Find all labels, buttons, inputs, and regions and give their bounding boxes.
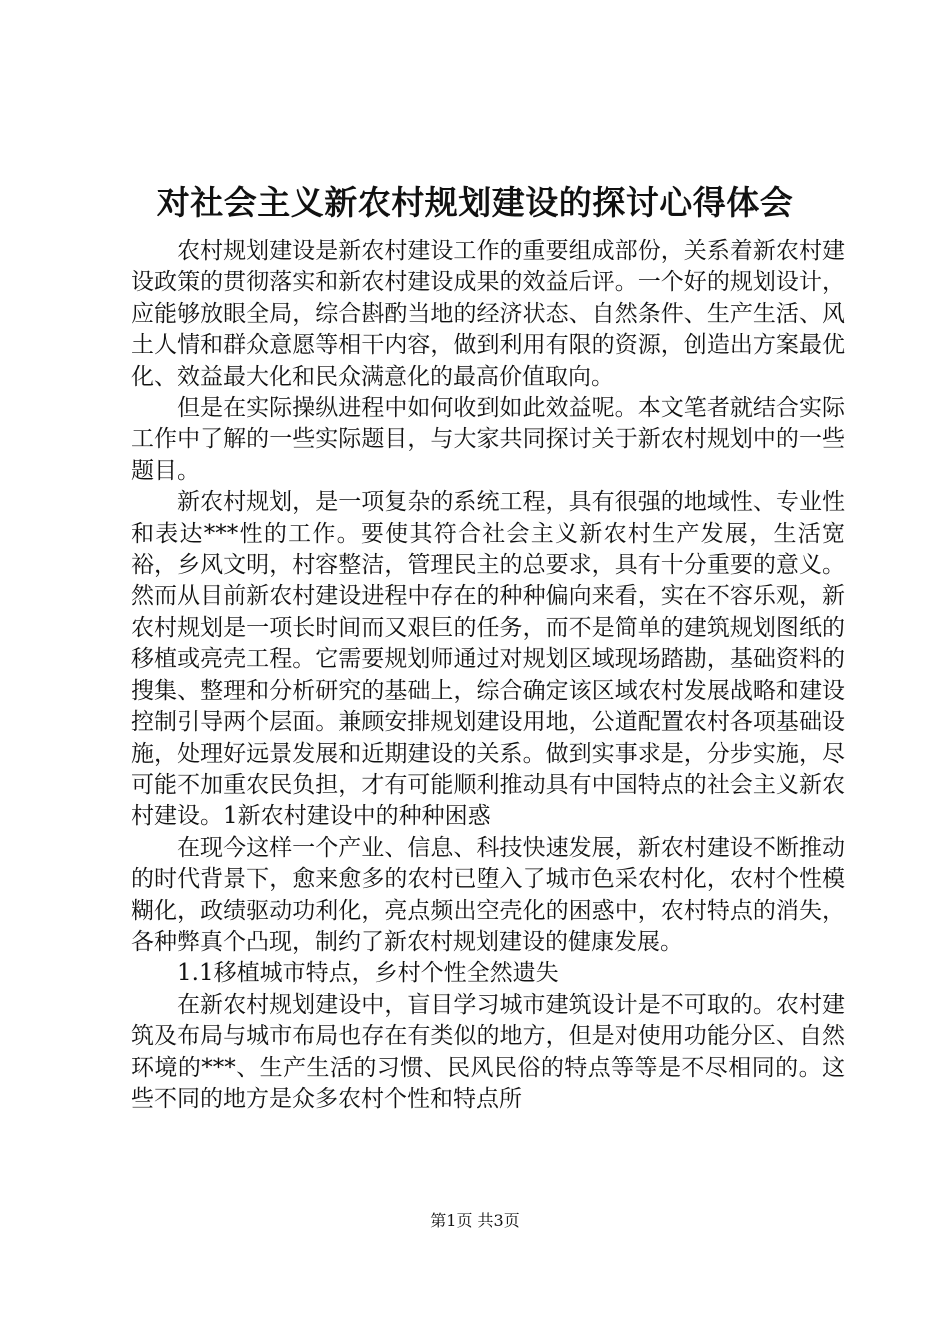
section-heading-1-1: 1.1移植城市特点，乡村个性全然遗失 xyxy=(177,960,559,987)
paragraph-background: 在现今这样一个产业、信息、科技快速发展，新农村建设不断推动的时代背景下，愈来愈多的农村已堕入了城市色采农村化，农村个性模糊化，政绩驱动功利化，亮点频出空壳化的困惑中，农村特点的消失，各种弊真个凸现，制约了新农村规划建设的健康发展。 xyxy=(131,834,845,955)
paragraph-question: 但是在实际操纵进程中如何收到如此效益呢。本文笔者就结合实际工作中了解的一些实际题目，与大家共同探讨关于新农村规划中的一些题目。 xyxy=(131,395,845,484)
paragraph-intro: 农村规划建设是新农村建设工作的重要组成部份，关系着新农村建设政策的贯彻落实和新农村建设成果的效益后评。一个好的规划设计，应能够放眼全局，综合斟酌当地的经济状态、自然条件、生产生活、风土人情和群众意愿等相干内容，做到利用有限的资源，创造出方案最优化、效益最大化和民众满意化的最高价值取向。 xyxy=(131,238,845,390)
page-footer: 第1页 共3页 xyxy=(430,1211,520,1230)
paragraph-urban-transplant: 在新农村规划建设中，盲目学习城市建筑设计是不可取的。农村建筑及布局与城市布局也存在有类似的地方，但是对使用功能分区、自然环境的***、生产生活的习惯、民风民俗的特点等等是不尽相同的。这些不同的地方是众多农村个性和特点所 xyxy=(131,991,845,1112)
document-title: 对社会主义新农村规划建设的探讨心得体会 xyxy=(156,183,794,222)
paragraph-planning: 新农村规划，是一项复杂的系统工程，具有很强的地域性、专业性和表达***性的工作。要使其符合社会主义新农村生产发展，生活宽裕，乡风文明，村容整洁，管理民主的总要求，具有十分重要的意义。然而从目前新农村建设进程中存在的种种偏向来看，实在不容乐观，新农村规划是一项长时间而又艰巨的任务，而不是简单的建筑规划图纸的移植或亮壳工程。它需要规划师通过对规划区域现场踏勘，基础资料的搜集、整理和分析研究的基础上，综合确定该区域农村发展战略和建设控制引导两个层面。兼顾安排规划建设用地，公道配置农村各项基础设施，处理好远景发展和近期建设的关系。做到实事求是，分步实施，尽可能不加重农民负担，才有可能顺利推动具有中国特点的社会主义新农村建设。1新农村建设中的种种困惑 xyxy=(131,489,845,830)
document-body xyxy=(131,236,845,1115)
